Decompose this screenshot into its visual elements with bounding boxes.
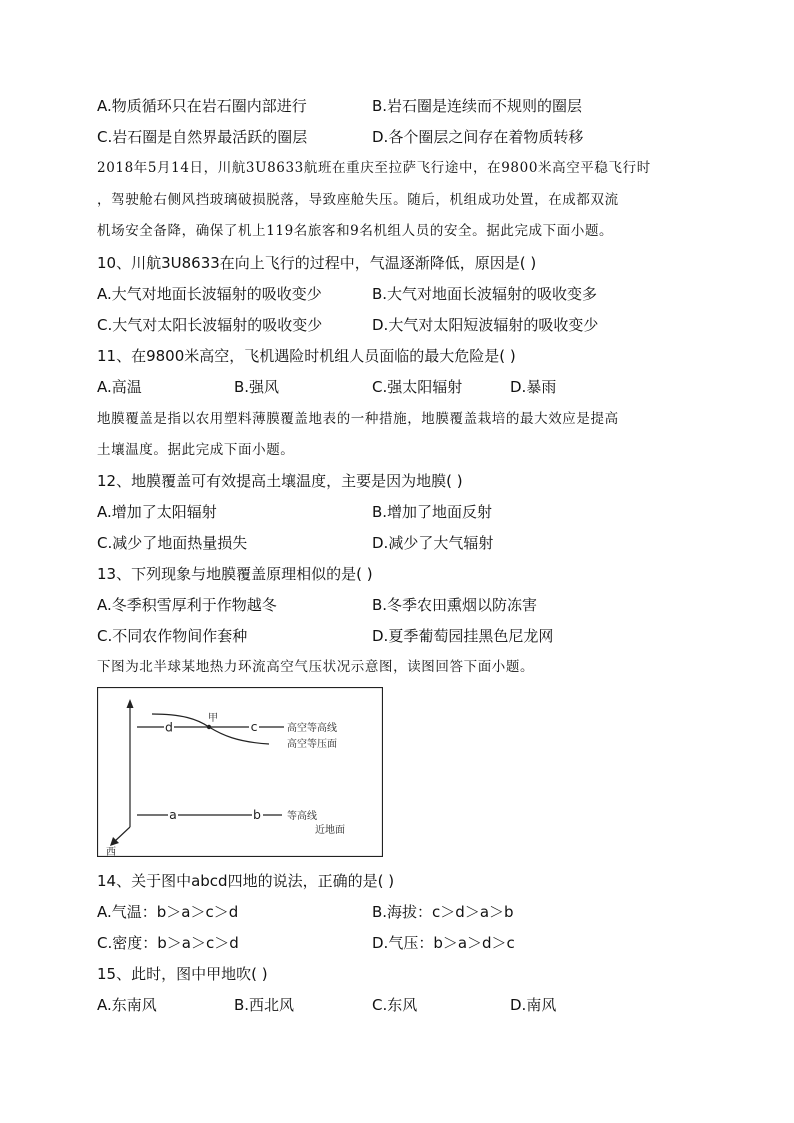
label-a: a (169, 807, 177, 822)
q11-option-a: A.高温 (97, 378, 142, 396)
passage1-line2: ，驾驶舱右侧风挡玻璃破损脱落，导致座舱失压。随后，机组成功处置，在成都双流 (97, 192, 619, 208)
label-d: d (165, 719, 173, 735)
q11-stem: 11、在9800米高空，飞机遇险时机组人员面临的最大危险是( ) (97, 347, 516, 365)
q14-stem: 14、关于图中abcd四地的说法，正确的是( ) (97, 872, 395, 890)
q10-option-c: C.大气对太阳长波辐射的吸收变少 (97, 316, 323, 334)
label-c: c (250, 719, 258, 734)
q9-option-d: D.各个圈层之间存在着物质转移 (372, 128, 584, 146)
q14-option-b: B.海拔：c＞d＞a＞b (372, 903, 514, 921)
q9-option-b: B.岩石圈是连续而不规则的圈层 (372, 97, 583, 115)
q13-option-c: C.不同农作物间作套种 (97, 627, 248, 645)
q12-option-d: D.减少了大气辐射 (372, 534, 494, 552)
q15-stem: 15、此时，图中甲地吹( ) (97, 965, 268, 983)
passage3: 下图为北半球某地热力环流高空气压状况示意图，读图回答下面小题。 (97, 659, 535, 675)
label-upper-isobaric: 高空等压面 (287, 739, 337, 750)
label-jia: 甲 (208, 713, 218, 724)
q13-stem: 13、下列现象与地膜覆盖原理相似的是( ) (97, 565, 373, 583)
q13-option-a: A.冬季积雪厚利于作物越冬 (97, 596, 277, 614)
label-upper-isoline: 高空等高线 (287, 723, 337, 734)
q11-option-d: D.暴雨 (510, 378, 557, 396)
label-west: 西 (106, 847, 116, 857)
q11-option-b: B.强风 (234, 378, 280, 396)
label-lower-isoline: 等高线 (287, 811, 317, 822)
q15-option-a: A.东南风 (97, 996, 157, 1014)
q15-option-c: C.东风 (372, 996, 418, 1014)
q12-option-c: C.减少了地面热量损失 (97, 534, 248, 552)
q9-option-c: C.岩石圈是自然界最活跃的圈层 (97, 128, 308, 146)
q10-stem: 10、川航3U8633在向上飞行的过程中，气温逐渐降低，原因是( ) (97, 254, 537, 272)
passage2-line1: 地膜覆盖是指以农用塑料薄膜覆盖地表的一种措施，地膜覆盖栽培的最大效应是提高 (97, 411, 619, 427)
q12-option-a: A.增加了太阳辐射 (97, 503, 217, 521)
q15-option-d: D.南风 (510, 996, 557, 1014)
q12-stem: 12、地膜覆盖可有效提高土壤温度，主要是因为地膜( ) (97, 472, 463, 490)
q14-option-d: D.气压：b＞a＞d＞c (372, 934, 515, 952)
q14-option-c: C.密度：b＞a＞c＞d (97, 934, 239, 952)
q15-option-b: B.西北风 (234, 996, 295, 1014)
q10-option-b: B.大气对地面长波辐射的吸收变多 (372, 285, 598, 303)
q13-option-d: D.夏季葡萄园挂黑色尼龙网 (372, 627, 554, 645)
thermal-circulation-diagram (97, 687, 383, 857)
label-b: b (253, 807, 261, 822)
q12-option-b: B.增加了地面反射 (372, 503, 493, 521)
q10-option-a: A.大气对地面长波辐射的吸收变少 (97, 285, 322, 303)
q10-option-d: D.大气对太阳短波辐射的吸收变少 (372, 316, 599, 334)
q13-option-b: B.冬季农田熏烟以防冻害 (372, 596, 538, 614)
point-jia (207, 725, 211, 729)
passage1-line1: 2018年5月14日，川航3U8633航班在重庆至拉萨飞行途中，在9800米高空平稳飞行时 (97, 160, 651, 176)
label-near-ground: 近地面 (315, 825, 345, 836)
passage1-line3: 机场安全备降，确保了机上119名旅客和9名机组人员的安全。据此完成下面小题。 (97, 223, 614, 239)
passage2-line2: 土壤温度。据此完成下面小题。 (97, 442, 295, 458)
q14-option-a: A.气温：b＞a＞c＞d (97, 903, 239, 921)
q9-option-a: A.物质循环只在岩石圈内部进行 (97, 97, 307, 115)
q11-option-c: C.强太阳辐射 (372, 378, 463, 396)
